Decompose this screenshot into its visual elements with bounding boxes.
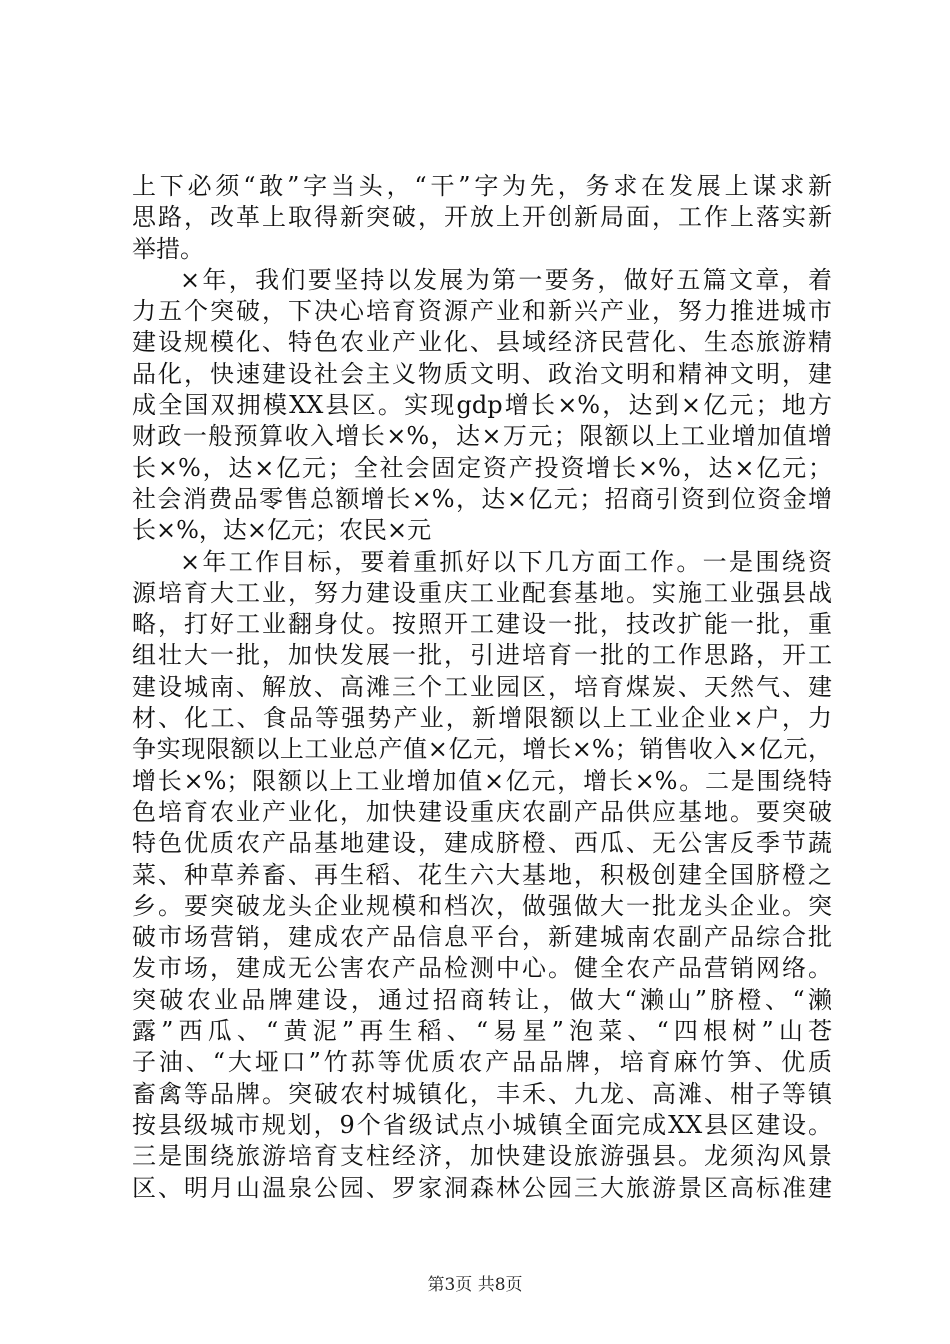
text-line: 略，打好工业翻身仗。按照开工建设一批，技改扩能一批，重: [132, 610, 832, 639]
text-line: 破市场营销，建成农产品信息平台，新建城南农副产品综合批: [132, 923, 832, 952]
text-line: 发市场，建成无公害农产品检测中心。健全农产品营销网络。: [132, 954, 832, 983]
text-line: 乡。要突破龙头企业规模和档次，做强做大一批龙头企业。突: [132, 891, 832, 920]
paragraph-first-line: ×年工作目标，要着重抓好以下几方面工作。一是围绕资: [180, 547, 832, 576]
text-line: 区、明月山温泉公园、罗家洞森林公园三大旅游景区高标准建: [132, 1173, 832, 1202]
text-line: 长×%，达×亿元；全社会固定资产投资增长×%，达×亿元；: [132, 453, 832, 482]
text-line: 特色优质农产品基地建设，建成脐橙、西瓜、无公害反季节蔬: [132, 829, 832, 858]
text-line: 争实现限额以上工业总产值×亿元，增长×%；销售收入×亿元，: [132, 735, 832, 764]
text-line: 建设规模化、特色农业产业化、县域经济民营化、生态旅游精: [132, 328, 832, 357]
text-line: 色培育农业产业化，加快建设重庆农副产品供应基地。要突破: [132, 797, 832, 826]
text-line: 社会消费品零售总额增长×%，达×亿元；招商引资到位资金增: [132, 484, 832, 513]
text-line: 按县级城市规划，9个省级试点小城镇全面完成XX县区建设。: [132, 1110, 832, 1139]
text-line: 组壮大一批，加快发展一批，引进培育一批的工作思路，开工: [132, 641, 832, 670]
text-line: 品化，快速建设社会主义物质文明、政治文明和精神文明，建: [132, 359, 832, 388]
text-line: 长×%，达×亿元；农民×元: [132, 516, 432, 545]
text-line: 建设城南、解放、高滩三个工业园区，培育煤炭、天然气、建: [132, 672, 832, 701]
text-line: 子油、“大垭口”竹荪等优质农产品品牌，培育麻竹笋、优质: [132, 1048, 832, 1077]
text-line: 举措。: [132, 234, 204, 263]
paragraph-first-line: ×年，我们要坚持以发展为第一要务，做好五篇文章，着: [180, 265, 832, 294]
text-line: 三是围绕旅游培育支柱经济，加快建设旅游强县。龙须沟风景: [132, 1142, 832, 1171]
text-line: 突破农业品牌建设，通过招商转让，做大“濑山”脐橙、“濑: [132, 985, 832, 1014]
text-line: 财政一般预算收入增长×%，达×万元；限额以上工业增加值增: [132, 422, 832, 451]
text-line: 材、化工、食品等强势产业，新增限额以上工业企业×户，力: [132, 704, 832, 733]
text-line: 源培育大工业，努力建设重庆工业配套基地。实施工业强县战: [132, 578, 832, 607]
page-number: 第3页 共8页: [427, 1275, 523, 1295]
text-line: 上下必须“敢”字当头，“干”字为先，务求在发展上谋求新: [132, 172, 832, 200]
text-line: 畜禽等品牌。突破农村城镇化，丰禾、九龙、高滩、柑子等镇: [132, 1079, 832, 1108]
text-line: 增长×%；限额以上工业增加值×亿元，增长×%。二是围绕特: [132, 766, 832, 795]
text-line: 菜、种草养畜、再生稻、花生六大基地，积极创建全国脐橙之: [132, 860, 832, 889]
page-footer: [0, 1270, 950, 1295]
document-body: [132, 171, 832, 1204]
text-line: 思路，改革上取得新突破，开放上开创新局面，工作上落实新: [132, 203, 832, 232]
text-line: 露”西瓜、“黄泥”再生稻、“易星”泡菜、“四根树”山苍: [132, 1017, 832, 1046]
text-line: 成全国双拥模XX县区。实现gdp增长×%，达到×亿元；地方: [132, 391, 832, 420]
text-line: 力五个突破，下决心培育资源产业和新兴产业，努力推进城市: [132, 297, 832, 326]
